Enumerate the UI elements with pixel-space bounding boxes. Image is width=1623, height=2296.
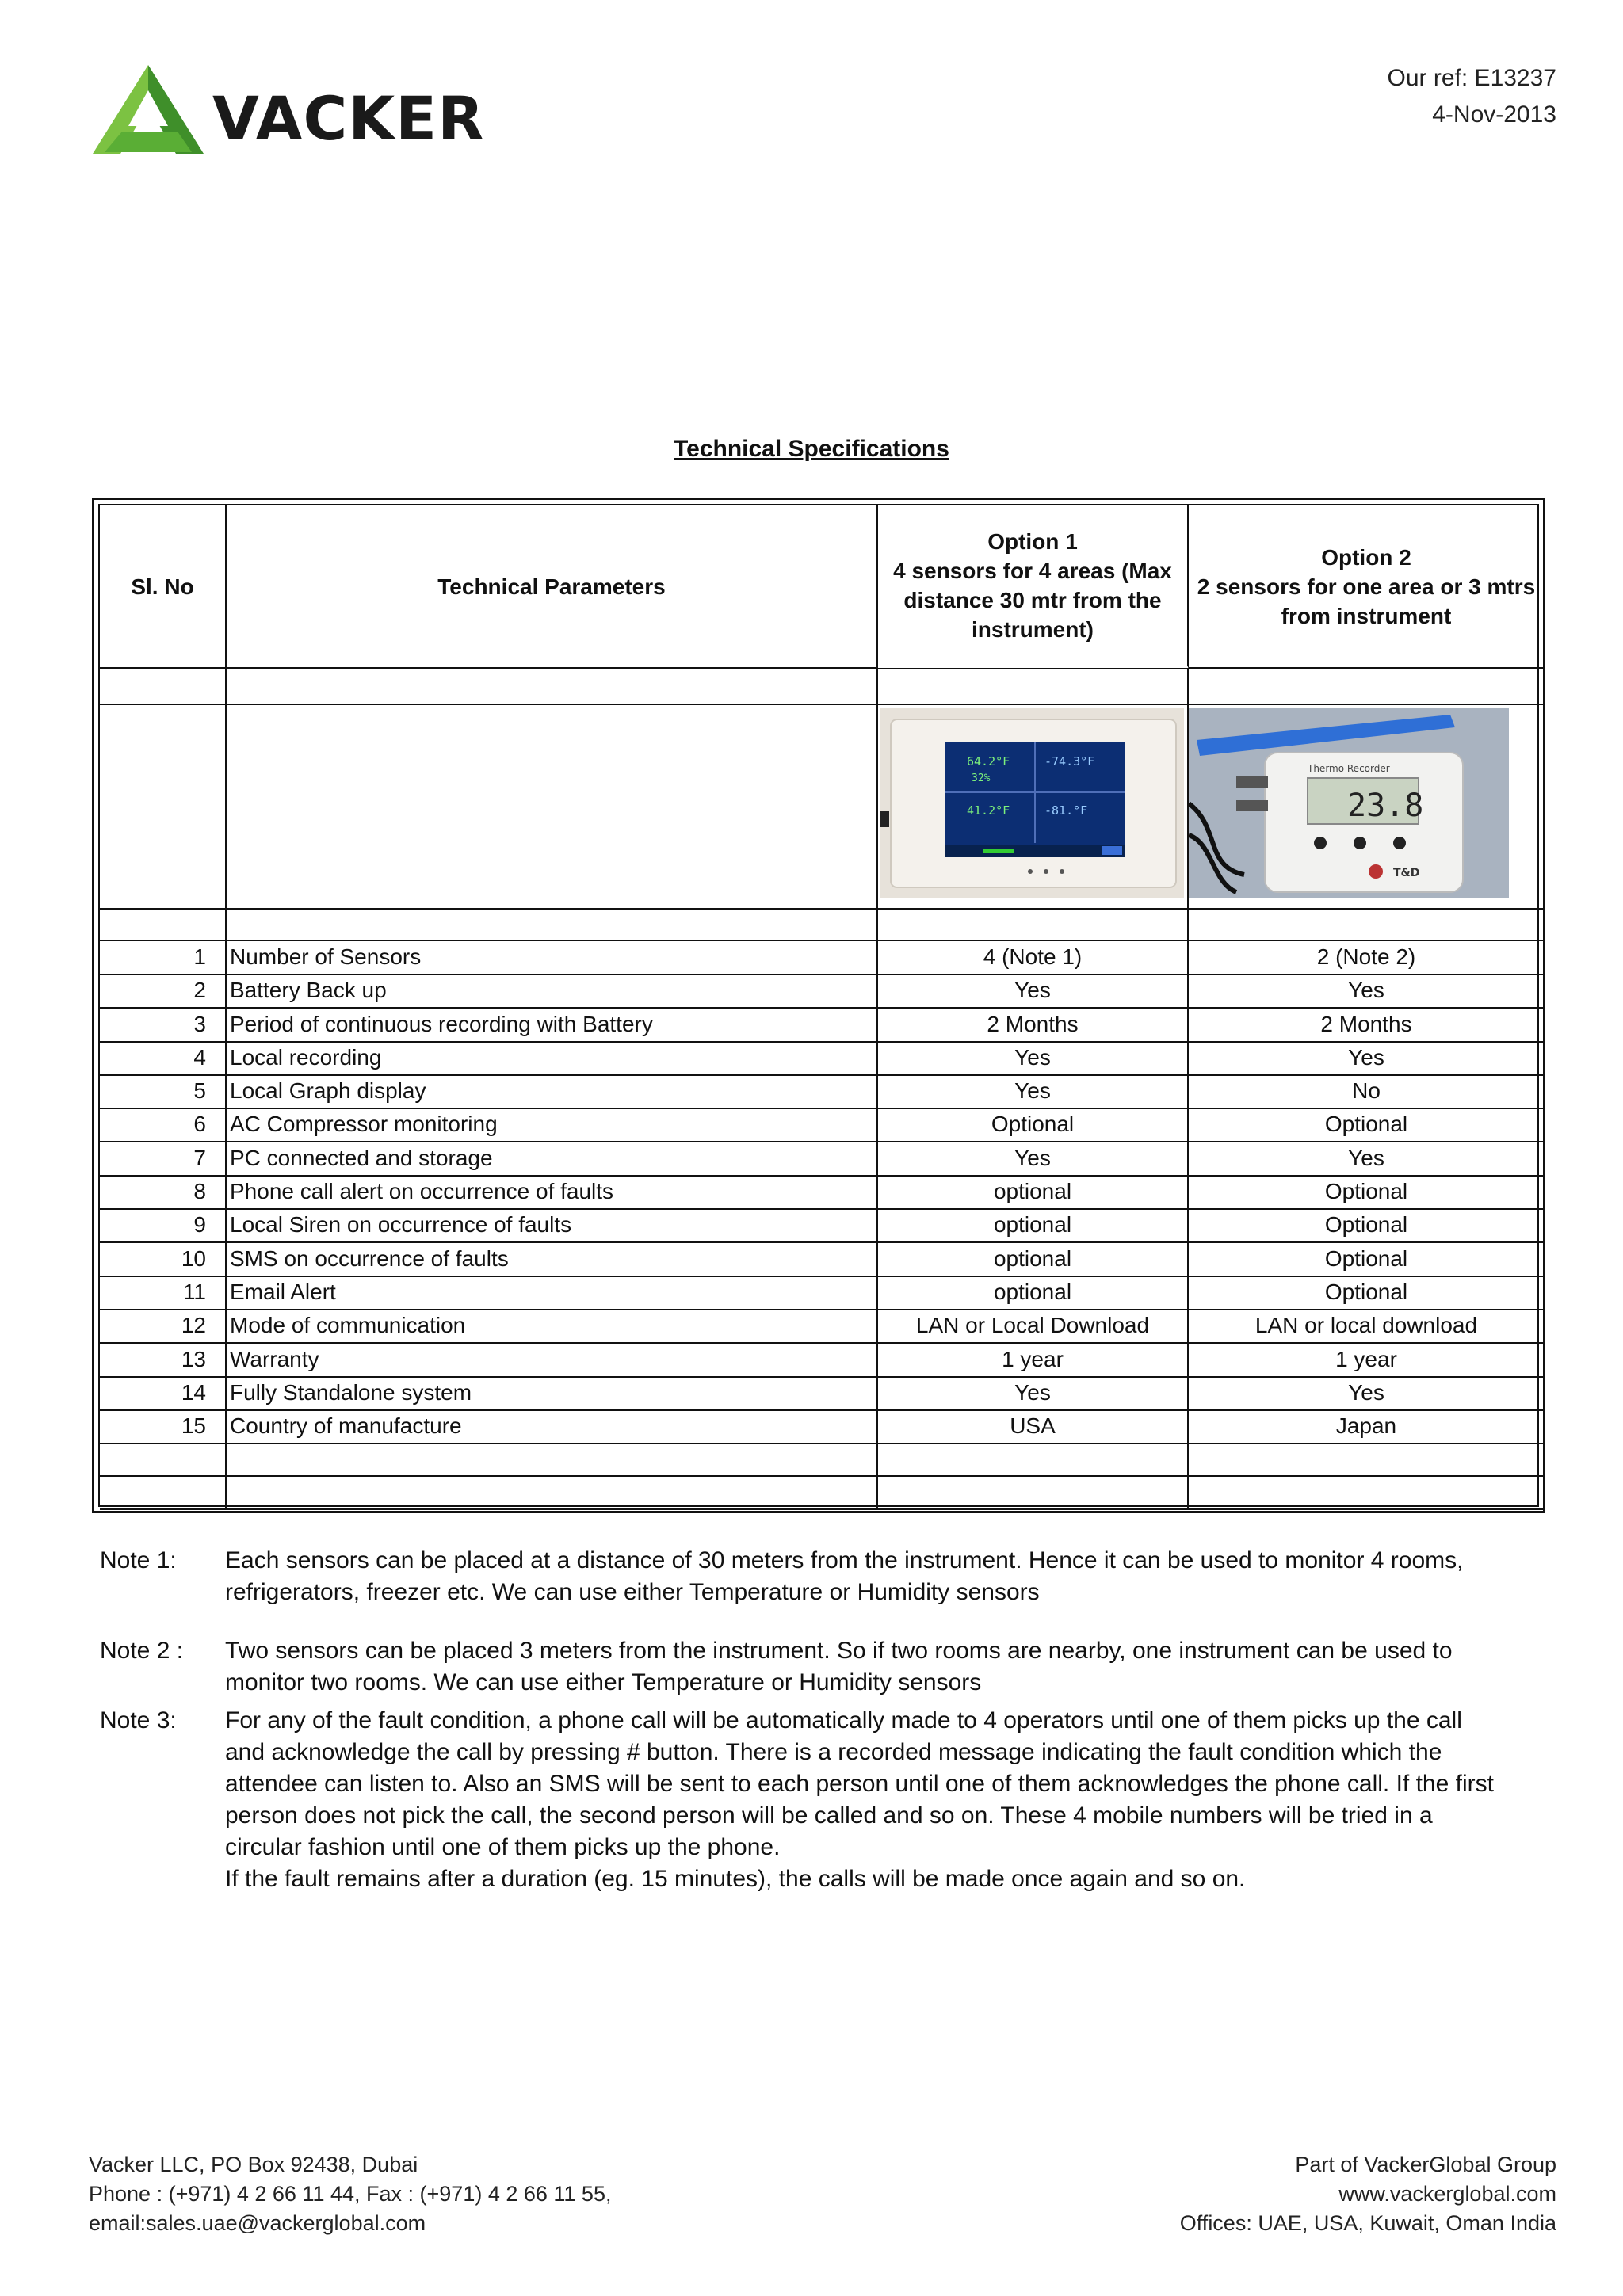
row-12-sl-no: 12: [100, 1310, 227, 1344]
empty-row-cell: [100, 1444, 227, 1477]
row-11-parameter: Email Alert: [227, 1276, 878, 1310]
row-14-parameter: Fully Standalone system: [227, 1377, 878, 1411]
footer-contact: [89, 2150, 611, 2238]
row-15-option-1-value: USA: [878, 1410, 1189, 1444]
vacker-logo-icon: [89, 59, 208, 162]
row-11-option-1-value: optional: [878, 1276, 1189, 1310]
note-line: and acknowledge the call by pressing # button. There is a recorded message indicating the fault condition which the: [225, 1739, 1442, 1765]
document-title: Technical Specifications: [674, 436, 949, 462]
reference-number: Our ref: E13237: [1387, 65, 1556, 91]
spacer-cell: [878, 669, 1189, 705]
row-13-sl-no: 13: [100, 1344, 227, 1378]
row-5-sl-no: 5: [100, 1075, 227, 1109]
footer-email: email:sales.uae@vackerglobal.com: [89, 2211, 426, 2235]
row-1-sl-no: 1: [100, 941, 227, 975]
option-1-description: 4 sensors for 4 areas (Max distance 30 mtr from the instrument): [893, 559, 1172, 642]
row-4-option-1-value: Yes: [878, 1042, 1189, 1076]
row-10-parameter: SMS on occurrence of faults: [227, 1243, 878, 1277]
row-3-sl-no: 3: [100, 1009, 227, 1043]
spacer-cell: [100, 669, 227, 705]
row-10-option-2-value: Optional: [1189, 1243, 1544, 1277]
row-7-option-1-value: Yes: [878, 1142, 1189, 1177]
note-line: refrigerators, freezer etc. We can use either Temperature or Humidity sensors: [225, 1579, 1040, 1605]
note-line: monitor two rooms. We can use either Temperature or Humidity sensors: [225, 1669, 982, 1695]
reading-4: 41.2°F: [967, 803, 1010, 818]
row-8-sl-no: 8: [100, 1176, 227, 1210]
note-1-text: [225, 1545, 1572, 1608]
specification-table: [92, 498, 1545, 1513]
spacer-cell: [1189, 910, 1544, 941]
thermo-recorder-illustration: [1189, 708, 1509, 898]
row-7-option-2-value: Yes: [1189, 1142, 1544, 1177]
footer-group-info: [1180, 2150, 1556, 2238]
header-sl-no: Sl. No: [100, 505, 227, 669]
row-1-option-2-value: 2 (Note 2): [1189, 941, 1544, 975]
note-1-label: Note 1:: [100, 1547, 177, 1573]
row-9-option-1-value: optional: [878, 1209, 1189, 1243]
row-11-sl-no: 11: [100, 1276, 227, 1310]
note-line: Each sensors can be placed at a distance of 30 meters from the instrument. Hence it can be used to monitor 4 rooms,: [225, 1547, 1464, 1573]
footer-offices: Offices: UAE, USA, Kuwait, Oman India: [1179, 2211, 1556, 2235]
row-6-parameter: AC Compressor monitoring: [227, 1108, 878, 1142]
row-6-option-1-value: Optional: [878, 1108, 1189, 1142]
header-technical-parameters: Technical Parameters: [227, 505, 878, 669]
row-13-parameter: Warranty: [227, 1344, 878, 1378]
empty-row-cell: [100, 1477, 227, 1510]
row-6-sl-no: 6: [100, 1108, 227, 1142]
note-line: For any of the fault condition, a phone call will be automatically made to 4 operators until one of them picks up the call: [225, 1707, 1462, 1733]
empty-row-cell: [878, 1477, 1189, 1510]
row-13-option-2-value: 1 year: [1189, 1344, 1544, 1378]
reading-1: 64.2°F: [967, 754, 1010, 769]
row-15-sl-no: 15: [100, 1410, 227, 1444]
footer-group: Part of VackerGlobal Group: [1295, 2153, 1556, 2176]
footer-website[interactable]: www.vackerglobal.com: [1338, 2182, 1556, 2206]
header-option-2: [1189, 505, 1544, 669]
reference-date: 4-Nov-2013: [1432, 101, 1556, 128]
row-9-sl-no: 9: [100, 1209, 227, 1243]
reading-2: -74.3°F: [1044, 754, 1095, 769]
row-3-option-2-value: 2 Months: [1189, 1009, 1544, 1043]
image-row-empty-cell: [100, 705, 227, 910]
option-2-title: Option 2: [1321, 544, 1411, 570]
row-8-parameter: Phone call alert on occurrence of faults: [227, 1176, 878, 1210]
empty-row-cell: [878, 1444, 1189, 1477]
row-14-option-1-value: Yes: [878, 1377, 1189, 1411]
spacer-cell: [227, 669, 878, 705]
reading-3: 32%: [972, 772, 991, 784]
note-3-label: Note 3:: [100, 1707, 177, 1733]
spacer-cell: [227, 910, 878, 941]
row-2-parameter: Battery Back up: [227, 974, 878, 1009]
empty-row-cell: [1189, 1444, 1544, 1477]
image-row-empty-cell: [227, 705, 878, 910]
option-1-product-image: [880, 708, 1184, 898]
note-line: Two sensors can be placed 3 meters from the instrument. So if two rooms are nearby, one instrument can be used to: [225, 1638, 1453, 1664]
empty-row-cell: [227, 1477, 878, 1510]
note-2-label: Note 2 :: [100, 1638, 184, 1664]
row-3-parameter: Period of continuous recording with Battery: [227, 1009, 878, 1043]
spacer-cell: [1189, 669, 1544, 705]
reading-5: -81.°F: [1044, 803, 1088, 818]
row-2-sl-no: 2: [100, 974, 227, 1009]
recorder-reading: 23.8: [1347, 788, 1424, 824]
row-15-option-2-value: Japan: [1189, 1410, 1544, 1444]
row-4-parameter: Local recording: [227, 1042, 878, 1076]
row-2-option-1-value: Yes: [878, 974, 1189, 1009]
td-logo: T&D: [1393, 867, 1420, 879]
option-2-description: 2 sensors for one area or 3 mtrs from instrument: [1197, 574, 1536, 628]
table-inner-border: [98, 504, 1539, 1507]
option-2-image-cell: [1189, 705, 1544, 910]
empty-row-cell: [1189, 1477, 1544, 1510]
brand-text: Thermo Recorder: [1308, 763, 1390, 774]
row-12-option-1-value: LAN or Local Download: [878, 1310, 1189, 1344]
footer-phone: Phone : (+971) 4 2 66 11 44, Fax : (+971) 4 2 66 11 55,: [89, 2182, 612, 2206]
row-14-sl-no: 14: [100, 1377, 227, 1411]
row-13-option-1-value: 1 year: [878, 1344, 1189, 1378]
row-8-option-2-value: Optional: [1189, 1176, 1544, 1210]
row-15-parameter: Country of manufacture: [227, 1410, 878, 1444]
row-11-option-2-value: Optional: [1189, 1276, 1544, 1310]
row-4-sl-no: 4: [100, 1042, 227, 1076]
empty-row-cell: [227, 1444, 878, 1477]
note-line: person does not pick the call, the second person will be called and so on. These 4 mobile numbers will be tried in a: [225, 1802, 1433, 1829]
row-1-parameter: Number of Sensors: [227, 941, 878, 975]
row-6-option-2-value: Optional: [1189, 1108, 1544, 1142]
row-14-option-2-value: Yes: [1189, 1377, 1544, 1411]
footer-address: Vacker LLC, PO Box 92438, Dubai: [89, 2153, 418, 2176]
reference-block: [1388, 60, 1556, 133]
row-10-sl-no: 10: [100, 1243, 227, 1277]
option-1-image-cell: [878, 705, 1189, 910]
row-8-option-1-value: optional: [878, 1176, 1189, 1210]
logo-text: VACKER: [212, 83, 485, 154]
row-1-option-1-value: 4 (Note 1): [878, 941, 1189, 975]
row-7-parameter: PC connected and storage: [227, 1142, 878, 1177]
note-line: attendee can listen to. Also an SMS will be sent to each person until one of them acknowledges the phone call. If the first: [225, 1771, 1494, 1797]
row-12-option-2-value: LAN or local download: [1189, 1310, 1544, 1344]
note-2-text: [225, 1635, 1572, 1699]
row-3-option-1-value: 2 Months: [878, 1009, 1189, 1043]
spacer-cell: [100, 910, 227, 941]
note-line: If the fault remains after a duration (eg. 15 minutes), the calls will be made once again and so on.: [225, 1866, 1246, 1892]
row-7-sl-no: 7: [100, 1142, 227, 1177]
row-9-parameter: Local Siren on occurrence of faults: [227, 1209, 878, 1243]
row-12-parameter: Mode of communication: [227, 1310, 878, 1344]
option-1-title: Option 1: [987, 529, 1078, 554]
spacer-cell: [878, 910, 1189, 941]
row-5-option-2-value: No: [1189, 1075, 1544, 1109]
row-5-option-1-value: Yes: [878, 1075, 1189, 1109]
row-9-option-2-value: Optional: [1189, 1209, 1544, 1243]
header-option-1: [878, 505, 1189, 669]
touch-monitor-illustration: [880, 708, 1184, 898]
row-4-option-2-value: Yes: [1189, 1042, 1544, 1076]
note-3-text: [225, 1705, 1572, 1895]
option-2-product-image: [1189, 708, 1509, 898]
row-2-option-2-value: Yes: [1189, 974, 1544, 1009]
note-line: circular fashion until one of them picks up the phone.: [225, 1834, 781, 1860]
row-10-option-1-value: optional: [878, 1243, 1189, 1277]
row-5-parameter: Local Graph display: [227, 1075, 878, 1109]
